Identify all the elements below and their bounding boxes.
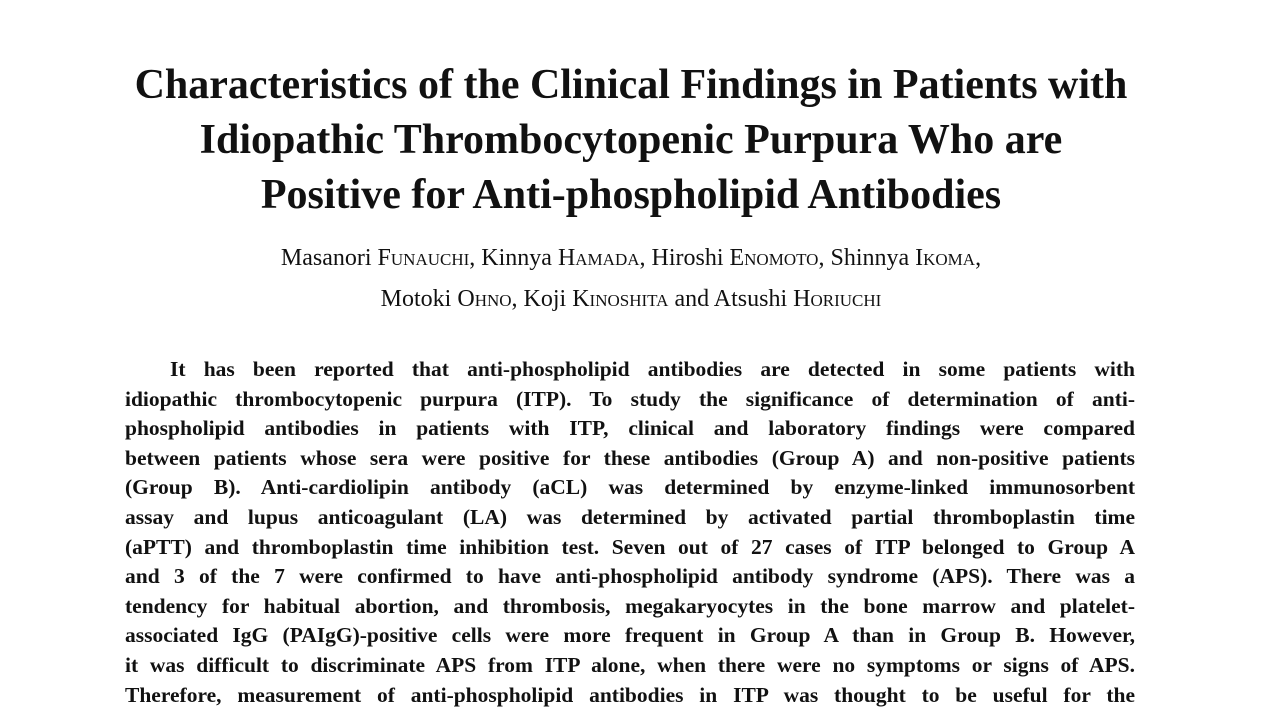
paper-title	[0, 58, 1262, 223]
author-given-name: Masanori	[280, 245, 372, 271]
abstract-line: It has been reported that anti-phospholipid antibodies are detected in some patients with	[170, 357, 1135, 381]
author-separator: ,	[818, 245, 825, 271]
author-list	[0, 238, 1262, 320]
abstract-line: (Group B). Anti-cardiolipin antibody (aCL) was determined by enzyme-linked immunosorbent	[125, 475, 1135, 500]
abstract-line: between patients whose sera were positive for these antibodies (Group A) and non-positive patients	[125, 445, 1135, 470]
author-separator: ,	[469, 245, 476, 271]
abstract-line: Therefore, measurement of anti-phospholipid antibodies in ITP was thought to be useful for the	[125, 682, 1135, 707]
author-given-name: Hiroshi	[651, 245, 724, 271]
author-given-name: Motoki	[380, 286, 452, 312]
abstract-line: assay and lupus anticoagulant (LA) was determined by activated partial thromboplastin time	[125, 504, 1135, 529]
title-line: Idiopathic Thrombocytopenic Purpura Who are	[199, 117, 1063, 163]
author-given-name: Koji	[523, 286, 567, 312]
author-conjunction: and	[674, 286, 710, 312]
abstract-line: idiopathic thrombocytopenic purpura (ITP). To study the significance of determination of anti-	[125, 386, 1135, 411]
abstract-line: (aPTT) and thromboplastin time inhibition test. Seven out of 27 cases of ITP belonged to Group A	[125, 534, 1135, 559]
author-family-name: Enomoto	[729, 245, 819, 271]
author-family-name: Horiuchi	[793, 286, 882, 312]
abstract-line: phospholipid antibodies in patients with ITP, clinical and laboratory findings were compared	[125, 416, 1135, 441]
author-family-name: Ikoma	[915, 245, 976, 271]
abstract-line: associated IgG (PAIgG)-positive cells were more frequent in Group A than in Group B. However,	[125, 623, 1135, 648]
author-family-name: Funauchi	[377, 245, 470, 271]
author-separator: ,	[975, 245, 982, 271]
author-family-name: Hamada	[557, 245, 640, 271]
abstract	[125, 355, 1135, 710]
title-line: Positive for Anti-phospholipid Antibodies	[260, 172, 1002, 218]
author-given-name: Atsushi	[713, 286, 788, 312]
abstract-line: it was difficult to discriminate APS from ITP alone, when there were no symptoms or signs of APS.	[125, 652, 1135, 677]
author-family-name: Ohno	[457, 286, 512, 312]
abstract-line: and 3 of the 7 were confirmed to have anti-phospholipid antibody syndrome (APS). There was a	[125, 564, 1135, 589]
author-given-name: Shinnya	[830, 245, 910, 271]
abstract-line: tendency for habitual abortion, and thrombosis, megakaryocytes in the bone marrow and platelet-	[125, 593, 1135, 618]
author-family-name: Kinoshita	[572, 286, 669, 312]
author-line	[0, 279, 1262, 320]
author-given-name: Kinnya	[481, 245, 552, 271]
author-line	[0, 238, 1262, 279]
title-line: Characteristics of the Clinical Findings in Patients with	[134, 62, 1128, 108]
author-separator: ,	[511, 286, 518, 312]
author-separator: ,	[639, 245, 646, 271]
